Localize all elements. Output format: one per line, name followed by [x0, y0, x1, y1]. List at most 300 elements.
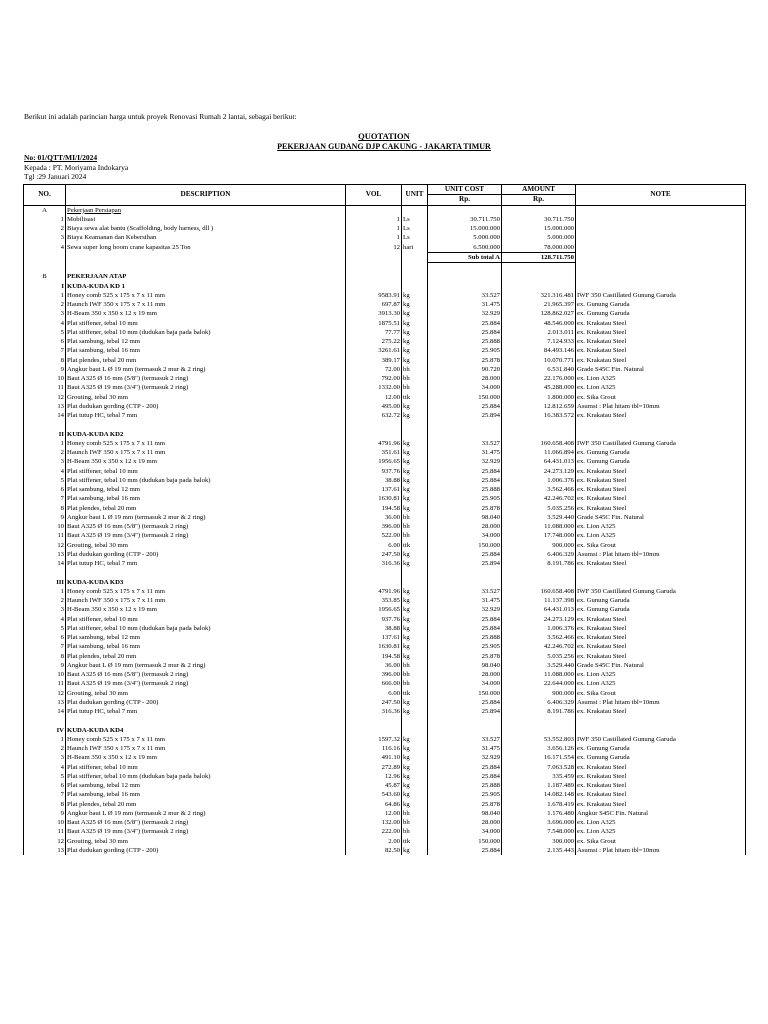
- row-unit-cost: [428, 716, 502, 725]
- row-volume: 36.00: [346, 513, 402, 522]
- row-unit: [402, 578, 428, 587]
- row-note: IWF 350 Castillated Gunung Garuda: [576, 439, 746, 448]
- row-volume: 1: [346, 224, 402, 233]
- row-amount: 16.171.554: [502, 753, 576, 762]
- row-volume: [346, 263, 402, 273]
- row-volume: 1630.81: [346, 642, 402, 651]
- row-note: ex. Krakatau Steel: [576, 504, 746, 513]
- row-amount: 78.000.000: [502, 243, 576, 253]
- table-row: [24, 383, 746, 392]
- row-number: 4: [24, 467, 66, 476]
- row-description: Angkur baut L Ø 19 mm (termasuk 2 mur & 2 ring): [66, 661, 346, 670]
- row-unit: kg: [402, 763, 428, 772]
- row-unit-cost: 15.000.000: [428, 224, 502, 233]
- row-unit: kg: [402, 790, 428, 799]
- row-unit-cost: 98.040: [428, 661, 502, 670]
- quotation-date: Tgl :29 Januari 2024: [24, 172, 87, 181]
- row-unit: [402, 420, 428, 429]
- row-unit-cost: [428, 263, 502, 273]
- row-number: 4: [24, 763, 66, 772]
- table-row: [24, 494, 746, 503]
- row-volume: 1956.65: [346, 457, 402, 466]
- row-description: Biaya Keamanan dan Kebersihan: [66, 233, 346, 242]
- row-unit-cost: 25.884: [428, 698, 502, 707]
- row-unit: kg: [402, 615, 428, 624]
- row-number: 10: [24, 670, 66, 679]
- row-number: 1: [24, 291, 66, 300]
- row-number: 6: [24, 633, 66, 642]
- row-number: [24, 420, 66, 429]
- table-row: [24, 642, 746, 651]
- row-amount: 900.000: [502, 689, 576, 698]
- spacer-row: [24, 568, 746, 577]
- row-amount: 6.406.329: [502, 550, 576, 559]
- row-unit-cost: 25.884: [428, 846, 502, 855]
- row-amount: 84.493.146: [502, 346, 576, 355]
- table-row: [24, 661, 746, 670]
- row-unit-cost: 31.475: [428, 448, 502, 457]
- row-number: 2: [24, 596, 66, 605]
- row-unit-cost: 25.878: [428, 800, 502, 809]
- section-letter: B: [24, 272, 66, 281]
- row-unit: kg: [402, 642, 428, 651]
- row-amount: 2.135.443: [502, 846, 576, 855]
- row-note: ex. Lion A325: [576, 522, 746, 531]
- row-unit-cost: 31.475: [428, 744, 502, 753]
- row-unit: kg: [402, 652, 428, 661]
- row-note: ex. Krakatau Steel: [576, 800, 746, 809]
- row-note: ex. Sika Grout: [576, 393, 746, 402]
- row-note: IWF 350 Castillated Gunung Garuda: [576, 587, 746, 596]
- row-description: Plat tutup HC, tebal 7 mm: [66, 411, 346, 420]
- row-note: ex. Krakatau Steel: [576, 346, 746, 355]
- row-number: I: [24, 282, 66, 291]
- spacer-row: [24, 420, 746, 429]
- row-volume: 116.16: [346, 744, 402, 753]
- row-description: Plat plendes, tebal 20 mm: [66, 504, 346, 513]
- row-volume: 4791.96: [346, 439, 402, 448]
- row-unit-cost: 25.905: [428, 346, 502, 355]
- row-number: 12: [24, 837, 66, 846]
- row-unit: kg: [402, 309, 428, 318]
- row-number: 2: [24, 448, 66, 457]
- table-row: [24, 605, 746, 614]
- section-letter: A: [24, 205, 66, 215]
- row-description: Plat plendes, tebal 20 mm: [66, 356, 346, 365]
- row-unit: kg: [402, 633, 428, 642]
- row-number: [24, 252, 66, 262]
- row-note: ex. Lion A325: [576, 531, 746, 540]
- row-unit-cost: 25.884: [428, 467, 502, 476]
- row-volume: 64.86: [346, 800, 402, 809]
- row-unit: bh: [402, 383, 428, 392]
- row-volume: [346, 430, 402, 439]
- row-unit-cost: [428, 568, 502, 577]
- row-unit: kg: [402, 411, 428, 420]
- row-volume: [346, 568, 402, 577]
- row-description: Baut A325 Ø 19 mm (3/4") (termasuk 2 ring): [66, 531, 346, 540]
- row-unit-cost: 25.905: [428, 790, 502, 799]
- row-amount: 10.070.771: [502, 356, 576, 365]
- row-unit: kg: [402, 300, 428, 309]
- table-body: [24, 205, 746, 855]
- row-description: Plat dudukan gording (CTP - 200): [66, 698, 346, 707]
- table-row: [24, 763, 746, 772]
- row-note: ex. Lion A325: [576, 670, 746, 679]
- quotation-subtitle: PEKERJAAN GUDANG DJP CAKUNG - JAKARTA TIMUR: [277, 142, 491, 151]
- table-row: [24, 485, 746, 494]
- row-description: Sewa super long boom crane kapasitas 25 Ton: [66, 243, 346, 253]
- row-amount: 6.531.840: [502, 365, 576, 374]
- table-row: [24, 615, 746, 624]
- row-unit: Ls: [402, 215, 428, 224]
- row-unit-cost: 25.888: [428, 781, 502, 790]
- quotation-title: QUOTATION: [358, 131, 410, 141]
- table-row: [24, 272, 746, 281]
- row-note: [576, 215, 746, 224]
- row-description: [66, 716, 346, 725]
- row-number: 11: [24, 679, 66, 688]
- row-description: Angkur baut L Ø 19 mm (termasuk 2 mur & 2 ring): [66, 513, 346, 522]
- row-volume: 351.61: [346, 448, 402, 457]
- row-note: Asumsi : Plat hitam tbl=10mm: [576, 698, 746, 707]
- table-row: [24, 698, 746, 707]
- row-description: Plat sambung, tebal 12 mm: [66, 633, 346, 642]
- row-description: H-Beam 350 x 350 x 12 x 19 mm: [66, 309, 346, 318]
- row-description: Grouting, tebal 30 mm: [66, 393, 346, 402]
- row-amount: 17.748.000: [502, 531, 576, 540]
- row-note: ex. Lion A325: [576, 818, 746, 827]
- row-volume: 1: [346, 215, 402, 224]
- row-unit: kg: [402, 800, 428, 809]
- row-volume: 937.76: [346, 615, 402, 624]
- row-volume: 82.50: [346, 846, 402, 855]
- row-description: Baut A325 Ø 16 mm (5/8") (termasuk 2 ring): [66, 818, 346, 827]
- row-unit: [402, 726, 428, 735]
- row-note: [576, 430, 746, 439]
- row-amount: 64.431.013: [502, 605, 576, 614]
- row-note: ex. Gunung Garuda: [576, 596, 746, 605]
- row-amount: 8.191.786: [502, 707, 576, 716]
- row-unit: kg: [402, 476, 428, 485]
- table-row: [24, 781, 746, 790]
- row-unit-cost: 150.000: [428, 393, 502, 402]
- row-note: [576, 233, 746, 242]
- table-row: [24, 633, 746, 642]
- row-note: ex. Gunung Garuda: [576, 448, 746, 457]
- row-amount: 128.711.750: [502, 252, 576, 262]
- row-volume: 3261.61: [346, 346, 402, 355]
- row-unit-cost: 32.929: [428, 753, 502, 762]
- row-note: ex. Krakatau Steel: [576, 781, 746, 790]
- row-unit-cost: 150.000: [428, 541, 502, 550]
- row-amount: 3.562.466: [502, 485, 576, 494]
- row-volume: 353.85: [346, 596, 402, 605]
- row-description: Haunch IWF 350 x 175 x 7 x 11 mm: [66, 448, 346, 457]
- row-volume: 1332.00: [346, 383, 402, 392]
- row-amount: 45.288.000: [502, 383, 576, 392]
- row-amount: 1.678.419: [502, 800, 576, 809]
- row-volume: 137.61: [346, 485, 402, 494]
- row-description: Plat stiffener, tebal 10 mm (dudukan baja pada balok): [66, 624, 346, 633]
- row-unit: bh: [402, 827, 428, 836]
- row-volume: 1630.81: [346, 494, 402, 503]
- row-amount: 3.562.466: [502, 633, 576, 642]
- row-amount: [502, 420, 576, 429]
- row-description: Plat stiffener, tebal 10 mm: [66, 763, 346, 772]
- row-number: 13: [24, 698, 66, 707]
- recipient: Kepada : PT. Moriyama Indokarya: [24, 162, 129, 172]
- row-unit: [402, 205, 428, 215]
- row-amount: 11.137.398: [502, 596, 576, 605]
- row-unit-cost: 25.878: [428, 504, 502, 513]
- row-note: ex. Lion A325: [576, 383, 746, 392]
- row-volume: [346, 282, 402, 291]
- row-note: ex. Krakatau Steel: [576, 337, 746, 346]
- row-note: [576, 252, 746, 262]
- row-note: ex. Gunung Garuda: [576, 605, 746, 614]
- row-description: Honey comb 525 x 175 x 7 x 11 mm: [66, 439, 346, 448]
- row-unit: [402, 568, 428, 577]
- row-note: [576, 578, 746, 587]
- row-volume: 12: [346, 243, 402, 253]
- row-volume: 1956.65: [346, 605, 402, 614]
- row-unit-cost: 34.000: [428, 383, 502, 392]
- header-unit-cost-currency: Rp.: [428, 195, 502, 205]
- row-volume: 272.89: [346, 763, 402, 772]
- row-note: ex. Lion A325: [576, 374, 746, 383]
- row-unit-cost: 25.888: [428, 633, 502, 642]
- row-number: 7: [24, 346, 66, 355]
- table-header: [24, 185, 746, 206]
- row-amount: 1.187.489: [502, 781, 576, 790]
- row-note: Angkur S45C Fin. Natural: [576, 809, 746, 818]
- row-number: 1: [24, 735, 66, 744]
- table-row: [24, 772, 746, 781]
- row-volume: 12.00: [346, 809, 402, 818]
- row-note: ex. Lion A325: [576, 679, 746, 688]
- row-note: ex. Sika Grout: [576, 837, 746, 846]
- row-unit-cost: 34.000: [428, 531, 502, 540]
- row-unit-cost: 25.878: [428, 652, 502, 661]
- row-description: Haunch IWF 350 x 175 x 7 x 11 mm: [66, 596, 346, 605]
- row-unit: kg: [402, 698, 428, 707]
- table-row: [24, 578, 746, 587]
- row-description: Plat sambung, tebal 12 mm: [66, 337, 346, 346]
- row-number: 12: [24, 689, 66, 698]
- table-row: [24, 679, 746, 688]
- row-amount: 900.000: [502, 541, 576, 550]
- row-number: 11: [24, 531, 66, 540]
- row-unit: kg: [402, 402, 428, 411]
- row-note: [576, 243, 746, 253]
- row-note: Grade S45C Fin. Natural: [576, 365, 746, 374]
- row-number: 11: [24, 827, 66, 836]
- row-note: ex. Krakatau Steel: [576, 772, 746, 781]
- row-number: 2: [24, 300, 66, 309]
- row-unit: [402, 430, 428, 439]
- row-volume: 937.76: [346, 467, 402, 476]
- row-unit-cost: 28.000: [428, 374, 502, 383]
- table-row: [24, 448, 746, 457]
- row-number: 3: [24, 753, 66, 762]
- row-volume: 632.72: [346, 411, 402, 420]
- table-row: [24, 541, 746, 550]
- table-row: [24, 531, 746, 540]
- row-volume: 194.58: [346, 652, 402, 661]
- row-unit-cost: 28.000: [428, 670, 502, 679]
- table-row: [24, 809, 746, 818]
- table-row: [24, 243, 746, 253]
- row-unit: kg: [402, 753, 428, 762]
- row-amount: 30.711.750: [502, 215, 576, 224]
- row-unit-cost: 25.905: [428, 494, 502, 503]
- row-note: ex. Krakatau Steel: [576, 633, 746, 642]
- row-description: Plat plendes, tebal 20 mm: [66, 800, 346, 809]
- row-number: 8: [24, 504, 66, 513]
- table-row: [24, 707, 746, 716]
- row-volume: 491.10: [346, 753, 402, 762]
- row-description: [66, 568, 346, 577]
- row-unit-cost: [428, 205, 502, 215]
- row-number: III: [24, 578, 66, 587]
- intro-text: Berikut ini adalah parincian harga untuk proyek Renovasi Rumah 2 lantai, sebagai berikut:: [24, 112, 297, 121]
- row-description: PEKERJAAN ATAP: [66, 272, 346, 281]
- table-row: [24, 457, 746, 466]
- row-unit-cost: 25.894: [428, 707, 502, 716]
- row-amount: 2.013.011: [502, 328, 576, 337]
- table-row: [24, 439, 746, 448]
- row-number: 7: [24, 642, 66, 651]
- row-number: 14: [24, 411, 66, 420]
- row-description: Haunch IWF 350 x 175 x 7 x 11 mm: [66, 300, 346, 309]
- row-number: 2: [24, 224, 66, 233]
- row-unit-cost: 25.884: [428, 763, 502, 772]
- row-unit-cost: 30.711.750: [428, 215, 502, 224]
- row-note: ex. Krakatau Steel: [576, 763, 746, 772]
- table-row: [24, 374, 746, 383]
- table-row: [24, 346, 746, 355]
- row-note: [576, 272, 746, 281]
- row-description: Grouting, tebal 30 mm: [66, 541, 346, 550]
- table-row: [24, 550, 746, 559]
- row-amount: 12.812.659: [502, 402, 576, 411]
- table-row: [24, 800, 746, 809]
- subtotal-row: [24, 252, 746, 262]
- row-amount: 11.066.894: [502, 448, 576, 457]
- table-row: [24, 430, 746, 439]
- row-amount: 3.656.126: [502, 744, 576, 753]
- row-note: ex. Gunung Garuda: [576, 309, 746, 318]
- row-note: [576, 420, 746, 429]
- row-unit: bh: [402, 679, 428, 688]
- row-volume: 77.77: [346, 328, 402, 337]
- row-amount: [502, 568, 576, 577]
- row-amount: 42.246.702: [502, 642, 576, 651]
- row-volume: 396.00: [346, 670, 402, 679]
- row-amount: 1.006.376: [502, 476, 576, 485]
- row-number: 14: [24, 707, 66, 716]
- row-volume: 666.00: [346, 679, 402, 688]
- row-description: Plat sambung, tebal 16 mm: [66, 494, 346, 503]
- row-unit: ttk: [402, 541, 428, 550]
- row-description: Plat tutup HC, tebal 7 mm: [66, 707, 346, 716]
- row-unit: kg: [402, 494, 428, 503]
- row-description: Baut A325 Ø 16 mm (5/8") (termasuk 2 ring): [66, 522, 346, 531]
- row-unit: kg: [402, 356, 428, 365]
- row-volume: 316.36: [346, 559, 402, 568]
- row-description: KUDA-KUDA KD3: [66, 578, 346, 587]
- table-row: [24, 205, 746, 215]
- table-row: [24, 735, 746, 744]
- row-description: Plat plendes, tebal 20 mm: [66, 652, 346, 661]
- row-unit-cost: 28.000: [428, 522, 502, 531]
- row-number: IV: [24, 726, 66, 735]
- row-description: Angkur baut L Ø 19 mm (termasuk 2 mur & 2 ring): [66, 365, 346, 374]
- row-unit: bh: [402, 522, 428, 531]
- row-number: 1: [24, 439, 66, 448]
- row-description: Angkur baut L Ø 19 mm (termasuk 2 mur & 2 ring): [66, 809, 346, 818]
- row-volume: 275.22: [346, 337, 402, 346]
- row-volume: 2.00: [346, 837, 402, 846]
- row-note: ex. Gunung Garuda: [576, 300, 746, 309]
- row-note: ex. Krakatau Steel: [576, 319, 746, 328]
- row-description: Plat sambung, tebal 16 mm: [66, 642, 346, 651]
- row-description: [66, 252, 346, 262]
- row-description: Honey comb 525 x 175 x 7 x 11 mm: [66, 735, 346, 744]
- row-number: 4: [24, 615, 66, 624]
- row-number: 3: [24, 605, 66, 614]
- table-row: [24, 670, 746, 679]
- row-amount: 300.000: [502, 837, 576, 846]
- row-description: [66, 263, 346, 273]
- row-amount: 5.000.000: [502, 233, 576, 242]
- table-row: [24, 689, 746, 698]
- spacer-row: [24, 263, 746, 273]
- table-row: [24, 726, 746, 735]
- spacer-row: [24, 716, 746, 725]
- row-volume: 495.00: [346, 402, 402, 411]
- row-unit: bh: [402, 513, 428, 522]
- row-amount: 5.035.256: [502, 504, 576, 513]
- row-number: 6: [24, 781, 66, 790]
- quotation-number: No: 01/QTT/MI/I/2024: [24, 153, 98, 162]
- row-description: Baut A325 Ø 19 mm (3/4") (termasuk 2 ring): [66, 679, 346, 688]
- table-row: [24, 587, 746, 596]
- table-row: [24, 337, 746, 346]
- row-unit: kg: [402, 605, 428, 614]
- row-number: 11: [24, 383, 66, 392]
- row-unit-cost: 25.888: [428, 485, 502, 494]
- row-unit-cost: 33.527: [428, 291, 502, 300]
- row-unit: kg: [402, 596, 428, 605]
- row-number: 4: [24, 243, 66, 253]
- row-amount: 48.546.000: [502, 319, 576, 328]
- row-volume: 6.00: [346, 541, 402, 550]
- row-description: Plat sambung, tebal 12 mm: [66, 485, 346, 494]
- row-description: Baut A325 Ø 16 mm (5/8") (termasuk 2 ring): [66, 374, 346, 383]
- row-description: Plat sambung, tebal 16 mm: [66, 346, 346, 355]
- row-number: 13: [24, 550, 66, 559]
- table-row: [24, 233, 746, 242]
- row-amount: 1.176.480: [502, 809, 576, 818]
- row-number: 7: [24, 494, 66, 503]
- header-amount: AMOUNT: [502, 185, 576, 195]
- row-unit: ttk: [402, 837, 428, 846]
- row-volume: 389.17: [346, 356, 402, 365]
- row-unit-cost: 25.905: [428, 642, 502, 651]
- table-row: [24, 513, 746, 522]
